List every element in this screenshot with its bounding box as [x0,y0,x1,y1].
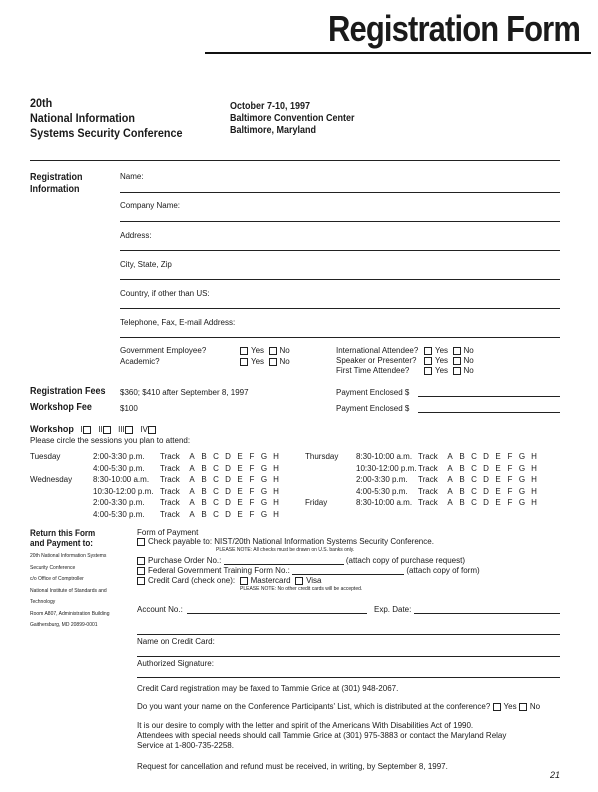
left-session-row [30,464,282,473]
intl-attendee-label: International Attendee? [336,346,419,355]
track-b-option[interactable]: B [459,452,465,461]
track-e-option[interactable]: E [237,463,243,473]
track-e-option[interactable]: E [237,498,243,507]
name-label: Name: [120,172,144,181]
right-session-row [305,487,540,496]
credit-card-note: PLEASE NOTE: No other credit cards will be accepted. [240,586,363,592]
participants-list-label: Do you want your name on the Conference Participants' List, which is distributed at the conference? [137,702,491,711]
name-on-card-label: Name on Credit Card: [137,637,215,646]
track-e-option[interactable]: E [495,463,501,473]
gov-no-label: No [279,346,290,355]
conference-name [30,96,182,141]
track-c-option[interactable]: C [213,452,219,461]
track-a-option[interactable]: A [189,452,195,461]
track-a-option[interactable]: A [447,486,453,496]
workshop-option-ii: II [98,425,103,434]
track-g-option[interactable]: G [260,498,268,507]
intl-yes-label: Yes [435,346,449,355]
left-session-row [30,475,282,484]
workshop-ii-checkbox[interactable] [103,426,111,434]
gov-yes-label: Yes [251,346,265,355]
track-b-option[interactable]: B [459,486,465,496]
track-word: Track [160,452,180,461]
track-b-option[interactable]: B [201,498,207,507]
track-f-option[interactable]: F [249,475,255,484]
conference-dates: October 7-10, 1997 [230,101,311,112]
track-b-option[interactable]: B [459,475,465,484]
exp-date-field[interactable] [414,613,560,614]
speaker-no-checkbox[interactable] [453,357,461,365]
track-b-option[interactable]: B [201,452,207,461]
session-time: 10:30-12:00 p.m. [356,463,417,473]
track-e-option[interactable]: E [495,475,501,484]
track-c-option[interactable]: C [213,509,219,519]
track-word: Track [160,486,180,496]
session-time: 8:30-10:00 a.m. [356,498,413,507]
track-g-option[interactable]: G [260,452,268,461]
track-c-option[interactable]: C [471,475,477,484]
po-label: Purchase Order No.: [148,556,222,565]
left-session-row [30,510,282,519]
track-d-option[interactable]: D [225,463,231,473]
track-b-option[interactable]: B [459,498,465,507]
registration-heading [30,172,83,196]
payment-enclosed-label: Payment Enclosed $ [336,388,410,397]
workshop-fee-value: $100 [120,404,138,413]
left-session-row [30,487,282,496]
address-line: Room A807, Administration Building [30,610,110,617]
track-a-option[interactable]: A [447,452,453,461]
session-time: 8:30-10:00 a.m. [356,452,413,461]
first-yes-checkbox[interactable] [424,367,432,375]
track-c-option[interactable]: C [213,475,219,484]
address-line: Security Conference [30,564,76,571]
left-session-row [30,452,282,461]
name-field[interactable] [120,192,560,193]
track-c-option[interactable]: C [471,498,477,507]
track-c-option[interactable]: C [471,486,477,496]
conference-line1: 20th [30,96,53,110]
track-f-option[interactable]: F [249,486,255,496]
fax-notice: Credit Card registration may be faxed to Tammie Grice at (301) 948-2067. [137,684,399,693]
fed-option [137,566,480,575]
track-e-option[interactable]: E [495,486,501,496]
registration-fees-value: $360; $410 after September 8, 1997 [120,388,249,397]
track-a-option[interactable]: A [189,509,195,519]
account-number-label: Account No.: [137,605,183,614]
track-h-option[interactable]: H [273,463,279,473]
payment-enclosed-field[interactable] [418,396,560,397]
track-c-option[interactable]: C [213,463,219,473]
track-e-option[interactable]: E [237,509,243,519]
left-session-row [30,498,282,507]
check-note: PLEASE NOTE: All checks must be drawn on U.S. banks only. [216,547,355,553]
workshop-iv-checkbox[interactable] [148,426,156,434]
track-d-option[interactable]: D [483,463,489,473]
track-e-option[interactable]: E [495,452,501,461]
track-h-option[interactable]: H [273,475,279,484]
track-a-option[interactable]: A [447,498,453,507]
mastercard-checkbox[interactable] [240,577,248,585]
track-a-option[interactable]: A [447,463,453,473]
track-word: Track [160,498,180,507]
track-word: Track [418,463,438,473]
track-e-option[interactable]: E [495,498,501,507]
signature-label: Authorized Signature: [137,659,214,668]
po-option [137,556,465,565]
track-a-option[interactable]: A [189,463,195,473]
track-word: Track [418,475,438,484]
academic-options [240,357,290,366]
track-d-option[interactable]: D [225,509,231,519]
page-number: 21 [550,770,561,780]
first-no-checkbox[interactable] [453,367,461,375]
speaker-no-label: No [463,356,474,365]
credit-card-option [137,576,322,585]
workshop-payment-field[interactable] [418,412,560,413]
conference-venue: Baltimore Convention Center [230,113,355,124]
track-word: Track [418,452,438,461]
session-day: Wednesday [30,475,73,484]
return-heading-line1: Return this Form [30,528,96,538]
check-label: Check payable to: NIST/20th National Information Systems Security Conference. [148,537,434,546]
academic-yes-checkbox[interactable] [240,358,248,366]
speaker-options [424,356,474,365]
track-f-option[interactable]: F [507,463,513,473]
session-day: Friday [305,498,328,507]
check-checkbox[interactable] [137,538,145,546]
track-g-option[interactable]: G [260,463,268,473]
account-number-field[interactable] [187,613,367,614]
address-line: Technology [30,599,56,605]
first-time-label: First Time Attendee? [336,366,410,375]
academic-no-label: No [279,357,290,366]
track-a-option[interactable]: A [189,486,195,496]
registration-fees-heading: Registration Fees [30,386,106,397]
address-line: 20th National Information Systems [30,553,107,559]
signature-rule [137,677,560,678]
track-f-option[interactable]: F [249,509,255,519]
speaker-yes-label: Yes [435,356,449,365]
session-time: 2:00-3:30 p.m. [93,452,145,461]
track-word: Track [160,475,180,484]
conference-details [230,101,355,137]
fed-label: Federal Government Training Form No.: [148,566,290,575]
ada-line: Attendees with special needs should call Tammie Grice at (301) 975-3883 or contact the Maryland Relay [137,731,507,740]
po-number-field[interactable] [224,564,344,565]
workshop-iii-checkbox[interactable] [125,426,133,434]
track-b-option[interactable]: B [201,463,207,473]
track-h-option[interactable]: H [273,509,279,519]
track-f-option[interactable]: F [507,498,513,507]
track-b-option[interactable]: B [459,463,465,473]
track-d-option[interactable]: D [483,486,489,496]
credit-card-label: Credit Card (check one): [148,576,236,585]
return-address [30,551,110,632]
conference-city: Baltimore, Maryland [230,125,317,136]
track-d-option[interactable]: D [483,498,489,507]
gov-employee-label: Government Employee? [120,346,207,355]
track-g-option[interactable]: G [518,486,526,496]
track-word: Track [160,463,180,473]
return-heading-line2: and Payment to: [30,538,94,548]
workshop-label: Workshop [30,424,74,434]
workshop-option-i: I [80,425,83,434]
academic-yes-label: Yes [251,357,265,366]
return-heading [30,528,95,548]
session-time: 4:00-5:30 p.m. [93,509,145,519]
exp-date-label: Exp. Date: [374,605,412,614]
first-yes-label: Yes [435,366,449,375]
workshop-i-checkbox[interactable] [80,425,91,434]
right-session-row [305,452,540,461]
city-field[interactable] [120,279,560,280]
track-a-option[interactable]: A [189,498,195,507]
list-yes-label: Yes [503,702,517,711]
gov-yes-checkbox[interactable] [240,347,248,355]
track-d-option[interactable]: D [225,452,231,461]
track-d-option[interactable]: D [225,486,231,496]
po-note: (attach copy of purchase request) [345,556,466,565]
telephone-field[interactable] [120,337,560,338]
title-rule [205,52,591,54]
intl-no-label: No [463,346,474,355]
track-f-option[interactable]: F [507,452,513,461]
track-b-option[interactable]: B [201,486,207,496]
workshop-options [30,424,159,434]
gov-no-checkbox[interactable] [269,347,277,355]
track-h-option[interactable]: H [531,475,537,484]
signature-field[interactable] [137,656,560,657]
track-f-option[interactable]: F [507,486,513,496]
right-session-row [305,464,540,473]
track-word: Track [418,498,438,507]
form-of-payment-label: Form of Payment [137,528,199,537]
registration-heading-line2: Information [30,184,80,195]
track-h-option[interactable]: H [273,498,279,507]
track-f-option[interactable]: F [249,452,255,461]
track-h-option[interactable]: H [273,452,279,461]
company-label: Company Name: [120,201,181,210]
track-c-option[interactable]: C [471,463,477,473]
list-yes-checkbox[interactable] [493,703,501,711]
session-day: Tuesday [30,452,61,461]
track-h-option[interactable]: H [531,486,537,496]
track-word: Track [160,509,180,519]
track-g-option[interactable]: G [260,509,268,519]
intl-yes-checkbox[interactable] [424,347,432,355]
session-time: 2:00-3:30 p.m. [356,475,408,484]
po-checkbox[interactable] [137,557,145,565]
track-b-option[interactable]: B [201,509,207,519]
fed-checkbox[interactable] [137,567,145,575]
session-time: 2:00-3:30 p.m. [93,498,145,507]
track-e-option[interactable]: E [237,452,243,461]
address-field[interactable] [120,250,560,251]
name-on-card-field[interactable] [137,634,560,635]
track-f-option[interactable]: F [507,475,513,484]
track-a-option[interactable]: A [189,475,195,484]
track-f-option[interactable]: F [249,498,255,507]
list-no-checkbox[interactable] [519,703,527,711]
company-field[interactable] [120,221,560,222]
credit-card-checkbox[interactable] [137,577,145,585]
ada-line: Service at 1-800-735-2258. [137,741,234,750]
telephone-label: Telephone, Fax, E-mail Address: [120,318,236,327]
track-c-option[interactable]: C [213,486,219,496]
conference-line2: National Information [30,111,136,125]
refund-notice: Request for cancellation and refund must be received, in writing, by September 8, 1997. [137,762,448,771]
track-g-option[interactable]: G [260,486,268,496]
right-session-row [305,475,540,484]
workshop-option-iv: IV [140,425,148,434]
visa-label: Visa [306,576,322,585]
address-label: Address: [120,231,152,240]
workshop-payment-label: Payment Enclosed $ [336,404,410,413]
first-time-options [424,366,474,375]
session-time: 4:00-5:30 p.m. [356,486,408,496]
track-g-option[interactable]: G [518,463,526,473]
track-d-option[interactable]: D [225,475,231,484]
track-a-option[interactable]: A [447,475,453,484]
conference-line3: Systems Security Conference [30,126,183,140]
right-session-row [305,498,540,507]
first-no-label: No [463,366,474,375]
session-time: 4:00-5:30 p.m. [93,463,145,473]
track-d-option[interactable]: D [225,498,231,507]
address-line: c/o Office of Comptroller [30,576,84,582]
track-c-option[interactable]: C [471,452,477,461]
track-g-option[interactable]: G [518,498,526,507]
track-h-option[interactable]: H [531,498,537,507]
form-title: Registration Form [327,8,580,49]
registration-heading-line1: Registration [30,172,83,183]
ada-notice [137,721,506,751]
ada-line: It is our desire to comply with the letter and spirit of the Americans With Disabilities Act of 1990. [137,721,474,730]
session-instruction: Please circle the sessions you plan to attend: [30,436,191,445]
track-e-option[interactable]: E [237,486,243,496]
section-divider [30,160,560,161]
track-d-option[interactable]: D [483,475,489,484]
session-day: Thursday [305,452,339,461]
fed-form-field[interactable] [292,574,404,575]
participants-list-question [137,702,540,711]
track-g-option[interactable]: G [518,452,526,461]
country-label: Country, if other than US: [120,289,210,298]
track-h-option[interactable]: H [273,486,279,496]
intl-options [424,346,474,355]
list-no-label: No [529,702,541,711]
speaker-yes-checkbox[interactable] [424,357,432,365]
mastercard-label: Mastercard [250,576,291,585]
track-e-option[interactable]: E [237,475,243,484]
speaker-label: Speaker or Presenter? [336,356,417,365]
academic-label: Academic? [120,357,160,366]
workshop-fee-heading: Workshop Fee [30,402,92,413]
track-b-option[interactable]: B [201,475,207,484]
check-option [137,537,434,546]
track-g-option[interactable]: G [260,475,268,484]
session-time: 8:30-10:00 a.m. [93,475,150,484]
track-f-option[interactable]: F [249,463,255,473]
track-c-option[interactable]: C [213,498,219,507]
city-label: City, State, Zip [120,260,172,269]
track-word: Track [418,486,438,496]
session-time: 10:30-12:00 p.m. [93,486,154,496]
country-field[interactable] [120,308,560,309]
intl-no-checkbox[interactable] [453,347,461,355]
fed-note: (attach copy of form) [406,566,480,575]
track-g-option[interactable]: G [518,475,526,484]
gov-employee-options [240,346,290,355]
track-h-option[interactable]: H [531,452,537,461]
track-h-option[interactable]: H [531,463,537,473]
visa-checkbox[interactable] [295,577,303,585]
address-line: National Institute of Standards and [30,587,107,594]
academic-no-checkbox[interactable] [269,358,277,366]
address-line: Gaithersburg, MD 20899-0001 [30,622,98,628]
track-d-option[interactable]: D [483,452,489,461]
workshop-option-iii: III [118,425,125,434]
